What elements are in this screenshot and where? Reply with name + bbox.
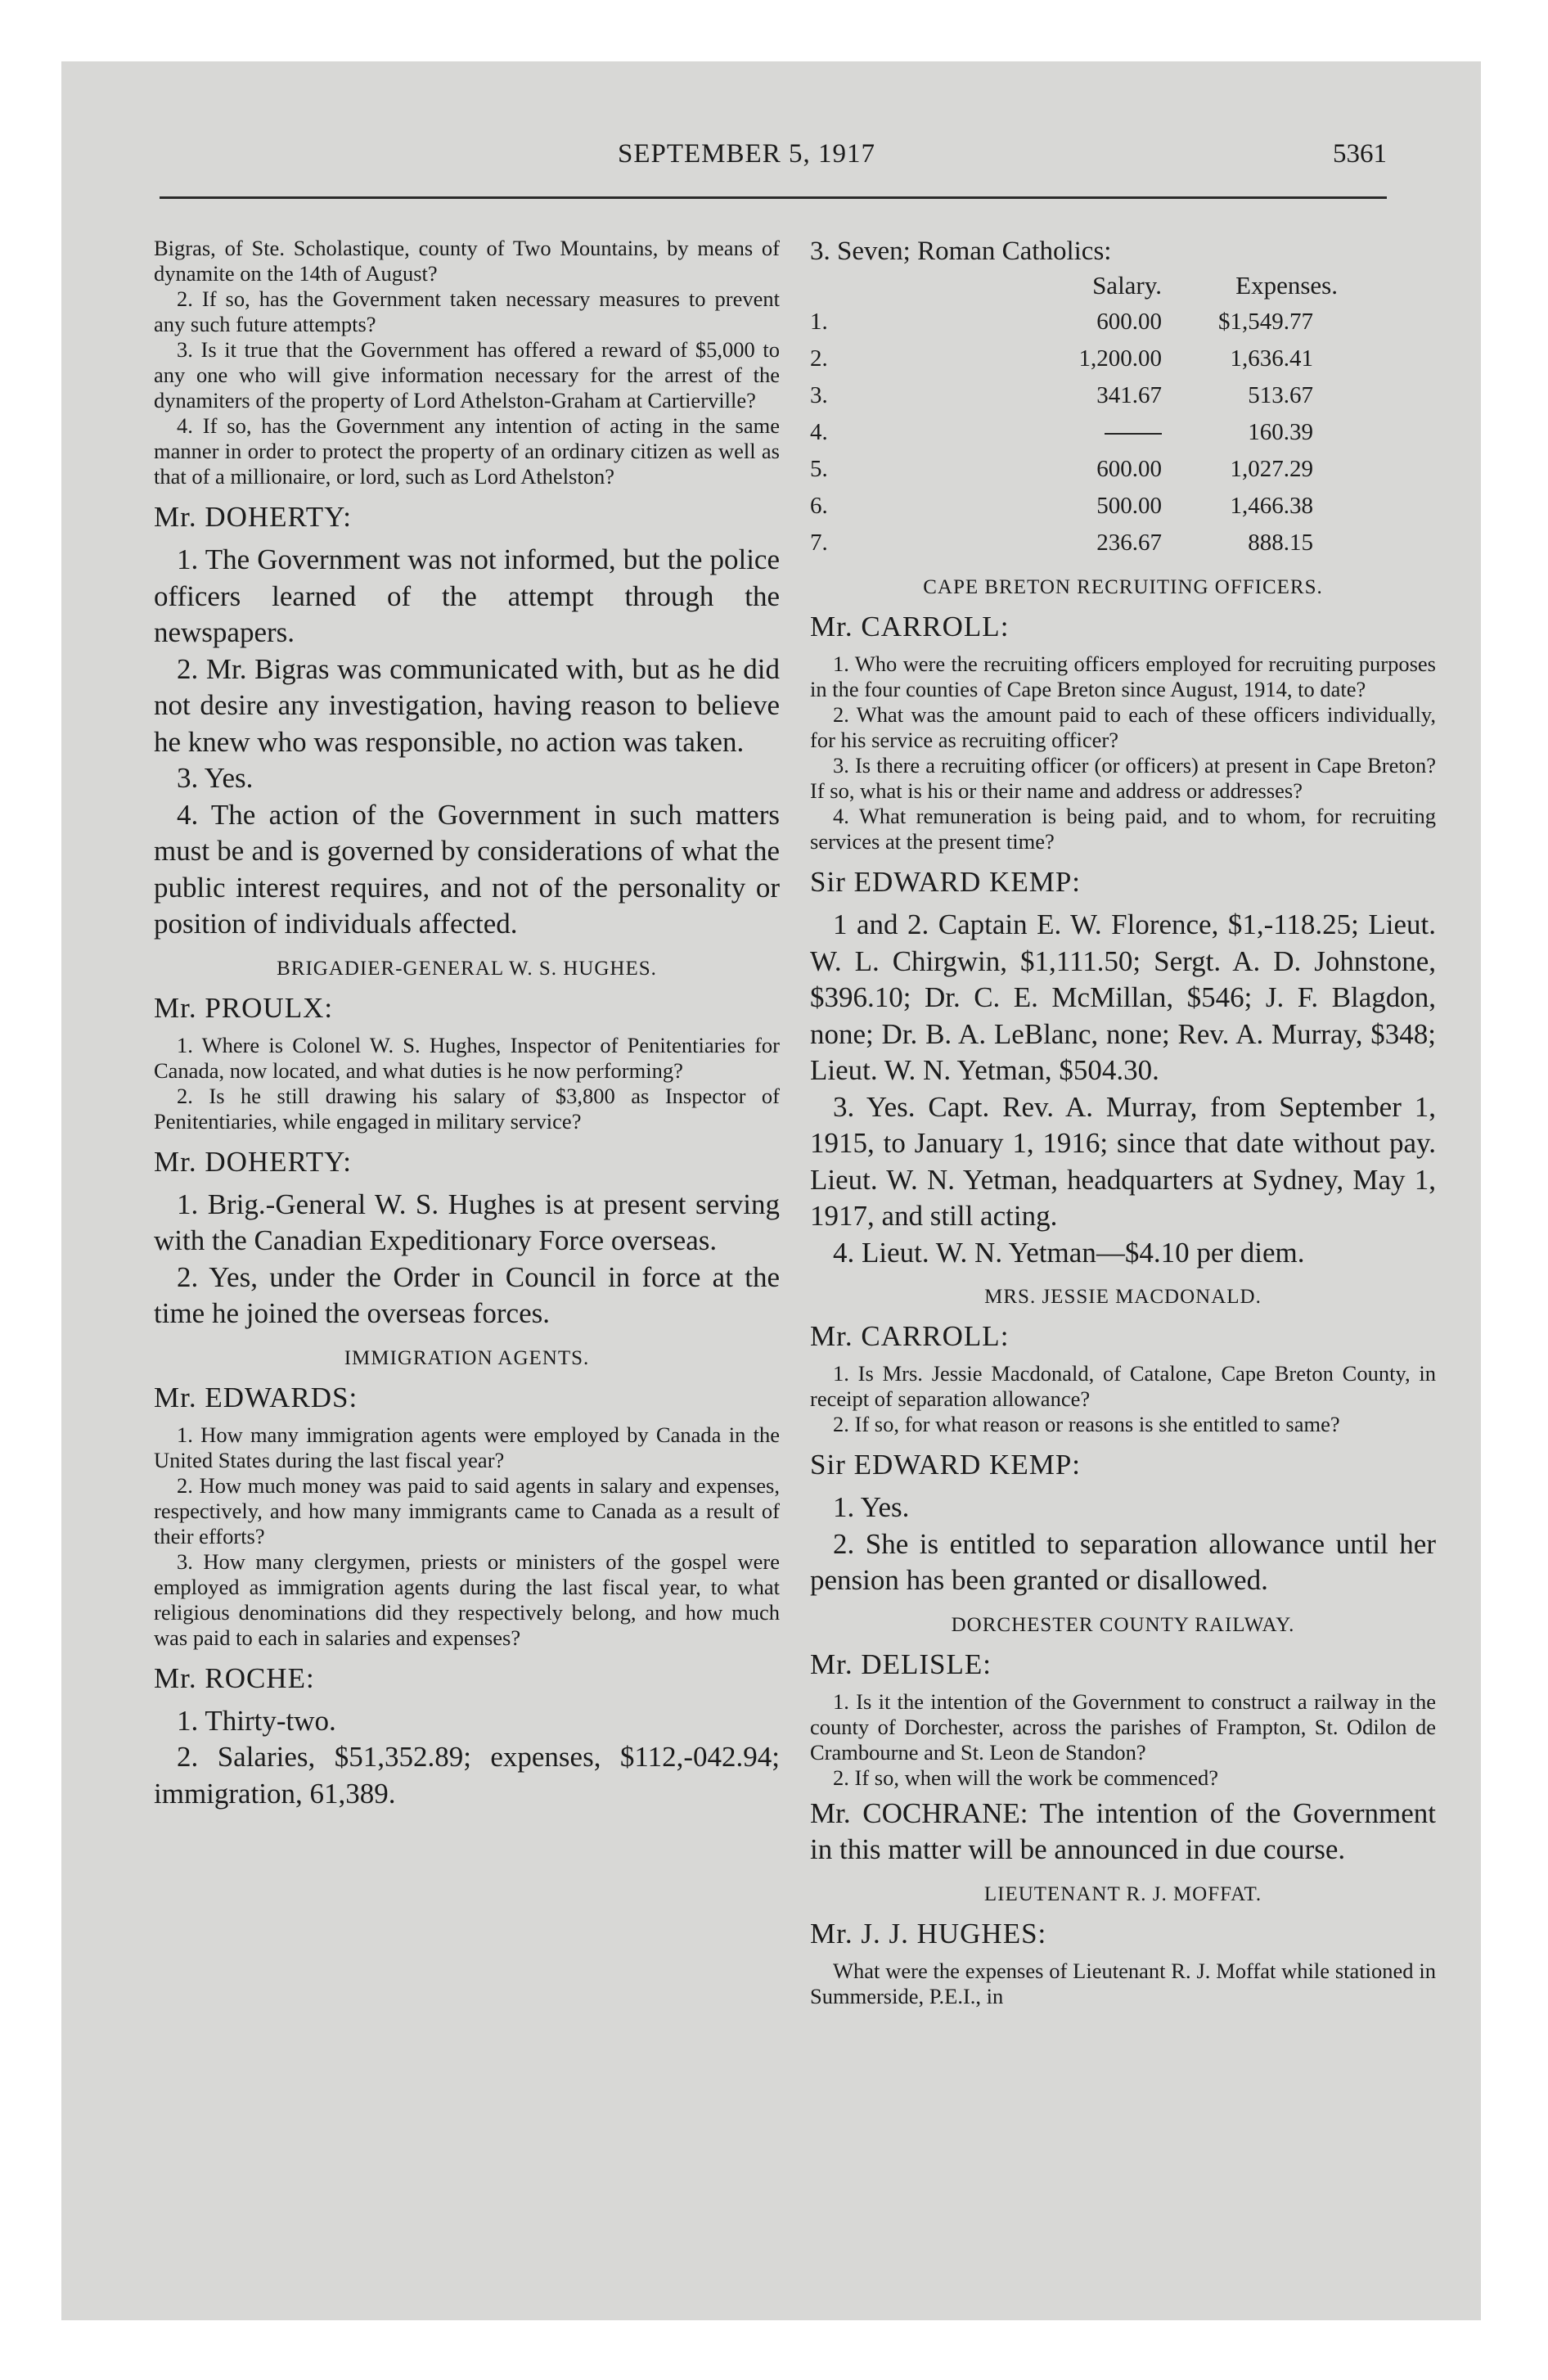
question-text: 2. If so, when will the work be commenced? <box>833 1765 1218 1790</box>
answer-text: 2. Yes, under the Order in Council in force at the time he joined the overseas forces. <box>154 1260 780 1329</box>
dash-rule <box>1105 433 1162 435</box>
salary-expenses-table <box>810 267 1436 561</box>
kemp-answers-2 <box>810 1490 1436 1599</box>
answer-text: 4. Lieut. W. N. Yetman—$4.10 per diem. <box>833 1236 1305 1269</box>
answer-text: 2. Salaries, $51,352.89; expenses, $112,-042.94; immigration, 61,389. <box>154 1741 780 1810</box>
question-text: 4. If so, has the Government any intention of acting in the same manner in order to protect the property of an ordinary citizen as well as that of a millionaire, or lord, such as Lord Athelston? <box>154 413 780 489</box>
salary-cell: 341.67 <box>1096 382 1162 408</box>
speaker-label: Sir EDWARD KEMP: <box>810 866 1082 898</box>
answer-text: 4. The action of the Government in such matters must be and is governed by considerations of what the public interest requires, and not of the personality or position of individuals affected. <box>154 798 780 940</box>
question-text: 1. Where is Colonel W. S. Hughes, Inspector of Penitentiaries for Canada, now located, and what duties is he now performing? <box>154 1032 780 1083</box>
speaker-label: Mr. PROULX: <box>154 991 334 1024</box>
speaker-label: Mr. DOHERTY: <box>154 1145 352 1178</box>
row-number: 4. <box>810 419 828 445</box>
proulx-questions <box>154 1033 780 1134</box>
speaker-label: Mr. ROCHE: <box>154 1661 315 1694</box>
table-row <box>810 414 1436 451</box>
question-text: 1. Who were the recruiting officers employed for recruiting purposes in the four counties of Cape Breton since August, 1914, to date? <box>810 651 1436 701</box>
bigras-questions <box>154 236 780 489</box>
answer-text: 1 and 2. Captain E. W. Florence, $1,-118.25; Lieut. W. L. Chirgwin, $1,111.50; Sergt. A. D. Johnstone, $396.10; Dr. C. E. McMillan, $546; J. F. Blagdon, none; Dr. B. A. LeBlanc, none; Rev. A. Murray, $348; Lieut. W. N. Yetman, $504.30. <box>810 908 1436 1086</box>
speaker-label: Mr. EDWARDS: <box>154 1381 358 1413</box>
expenses-cell: $1,549.77 <box>1218 309 1313 335</box>
answer-text: 3. Yes. Capt. Rev. A. Murray, from September 1, 1915, to January 1, 1916; since that date without pay. Lieut. W. N. Yetman, headquarters at Sydney, May 1, 1917, and still acting. <box>810 1090 1436 1232</box>
expenses-cell: 1,636.41 <box>1230 345 1313 372</box>
delisle-questions <box>810 1689 1436 1791</box>
page-header <box>160 139 1387 188</box>
row-number: 2. <box>810 345 828 372</box>
speaker-label: Mr. J. J. HUGHES: <box>810 1917 1047 1950</box>
expenses-cell: 160.39 <box>1248 419 1313 445</box>
salary-cell: 500.00 <box>1096 493 1162 519</box>
section-heading: IMMIGRATION AGENTS. <box>344 1346 590 1369</box>
section-heading: MRS. JESSIE MACDONALD. <box>984 1286 1262 1308</box>
page-number: 5361 <box>1333 139 1387 169</box>
table-row <box>810 340 1436 377</box>
salary-cell: 236.67 <box>1096 530 1162 556</box>
question-text: 3. Is it true that the Government has offered a reward of $5,000 to any one who will give information necessary for the arrest of the dynamiters of the property of Lord Athelston-Graham at Cartierville? <box>154 337 780 412</box>
answer-text: 1. Thirty-two. <box>177 1704 336 1737</box>
kemp-answers <box>810 907 1436 1271</box>
question-text: 2. Is he still drawing his salary of $3,800 as Inspector of Penitentiaries, while engaged in military service? <box>154 1083 780 1134</box>
table-header-row <box>810 267 1436 304</box>
table-row <box>810 451 1436 488</box>
table-row <box>810 377 1436 414</box>
question-text: 3. How many clergymen, priests or ministers of the gospel were employed as immigration agents during the last fiscal year, to what religious denominations did they respectively belong, and how much was paid to each in salaries and expenses? <box>154 1548 780 1650</box>
speaker-label-inline: Mr. COCHRANE: <box>810 1796 1028 1829</box>
salary-cell: 600.00 <box>1096 456 1162 482</box>
row-number: 3. <box>810 382 828 408</box>
speaker-label: Mr. CARROLL: <box>810 1320 1010 1352</box>
table-row <box>810 488 1436 525</box>
doherty-answers-2 <box>154 1187 780 1332</box>
answer-text: 2. She is entitled to separation allowance until her pension has been granted or disallowed. <box>810 1527 1436 1596</box>
question-text: 1. Is Mrs. Jessie Macdonald, of Catalone, Cape Breton County, in receipt of separation allowance? <box>810 1361 1436 1411</box>
expenses-cell: 513.67 <box>1248 382 1313 408</box>
section-heading: BRIGADIER-GENERAL W. S. HUGHES. <box>277 957 657 980</box>
answer-text: The intention of the Government in this matter will be announced in due course. <box>810 1796 1436 1865</box>
cochrane-answer <box>810 1796 1436 1868</box>
salary-cell-dash <box>953 414 1162 451</box>
left-column <box>154 236 780 2192</box>
speaker-label: Mr. DELISLE: <box>810 1648 992 1680</box>
answer-text: 1. Yes. <box>833 1491 910 1523</box>
section-heading: CAPE BRETON RECRUITING OFFICERS. <box>923 576 1323 598</box>
column-header-expenses: Expenses. <box>1235 271 1338 300</box>
question-text: 2. How much money was paid to said agents in salary and expenses, respectively, and how many immigrants came to Canada as a result of their efforts? <box>154 1472 780 1548</box>
salary-cell: 600.00 <box>1096 309 1162 335</box>
question-text: 1. Is it the intention of the Government to construct a railway in the county of Dorchester, across the parishes of Frampton, St. Odilon de Crambourne and St. Leon de Standon? <box>810 1688 1436 1765</box>
roche-answers <box>154 1703 780 1813</box>
table-row <box>810 304 1436 340</box>
row-number: 6. <box>810 493 828 519</box>
answer-text: 1. Brig.-General W. S. Hughes is at present serving with the Canadian Expeditionary Force overseas. <box>154 1188 780 1256</box>
question-text: 2. If so, for what reason or reasons is she entitled to same? <box>833 1412 1340 1436</box>
doherty-answers <box>154 542 780 943</box>
section-heading: LIEUTENANT R. J. MOFFAT. <box>983 1882 1262 1905</box>
section-heading: DORCHESTER COUNTY RAILWAY. <box>951 1613 1295 1636</box>
speaker-label: Mr. DOHERTY: <box>154 501 352 533</box>
row-number: 7. <box>810 530 828 556</box>
answer-text: 1. The Government was not informed, but the police officers learned of the attempt through the newspapers. <box>154 543 780 648</box>
speaker-label: Mr. CARROLL: <box>810 611 1010 642</box>
question-text: Bigras, of Ste. Scholastique, county of Two Mountains, by means of dynamite on the 14th of August? <box>154 236 780 286</box>
question-text: 2. If so, has the Government taken necessary measures to prevent any such future attempts? <box>154 286 780 336</box>
seven-line: 3. Seven; Roman Catholics: <box>810 237 1112 266</box>
question-text: 2. What was the amount paid to each of these officers individually, for his service as recruiting officer? <box>810 702 1436 752</box>
column-header-salary: Salary. <box>1092 271 1162 300</box>
expenses-cell: 888.15 <box>1248 530 1313 556</box>
question-text: 3. Is there a recruiting officer (or officers) at present in Cape Breton? If so, what is his or their name and address or addresses? <box>810 753 1436 803</box>
table-row <box>810 525 1436 561</box>
question-text: 1. How many immigration agents were employed by Canada in the United States during the last fiscal year? <box>154 1422 780 1472</box>
header-rule <box>160 196 1387 199</box>
row-number: 5. <box>810 456 828 482</box>
speaker-label: Sir EDWARD KEMP: <box>810 1449 1082 1481</box>
expenses-cell: 1,027.29 <box>1230 456 1313 482</box>
jjhughes-question <box>810 1959 1436 2009</box>
answer-text: 3. Yes. <box>177 762 254 794</box>
carroll-questions-2 <box>810 1361 1436 1437</box>
row-number: 1. <box>810 309 828 335</box>
question-text: 4. What remuneration is being paid, and to whom, for recruiting services at the present time? <box>810 804 1436 854</box>
salary-cell: 1,200.00 <box>1078 345 1162 372</box>
page-date: SEPTEMBER 5, 1917 <box>618 139 875 169</box>
answer-text: 2. Mr. Bigras was communicated with, but as he did not desire any investigation, having reason to believe he knew who was responsible, no action was taken. <box>154 652 780 758</box>
edwards-questions <box>154 1422 780 1651</box>
carroll-questions <box>810 651 1436 854</box>
right-column <box>810 236 1436 2192</box>
expenses-cell: 1,466.38 <box>1230 493 1313 519</box>
question-text: What were the expenses of Lieutenant R. J. Moffat while stationed in Summerside, P.E.I., in <box>810 1958 1436 2008</box>
